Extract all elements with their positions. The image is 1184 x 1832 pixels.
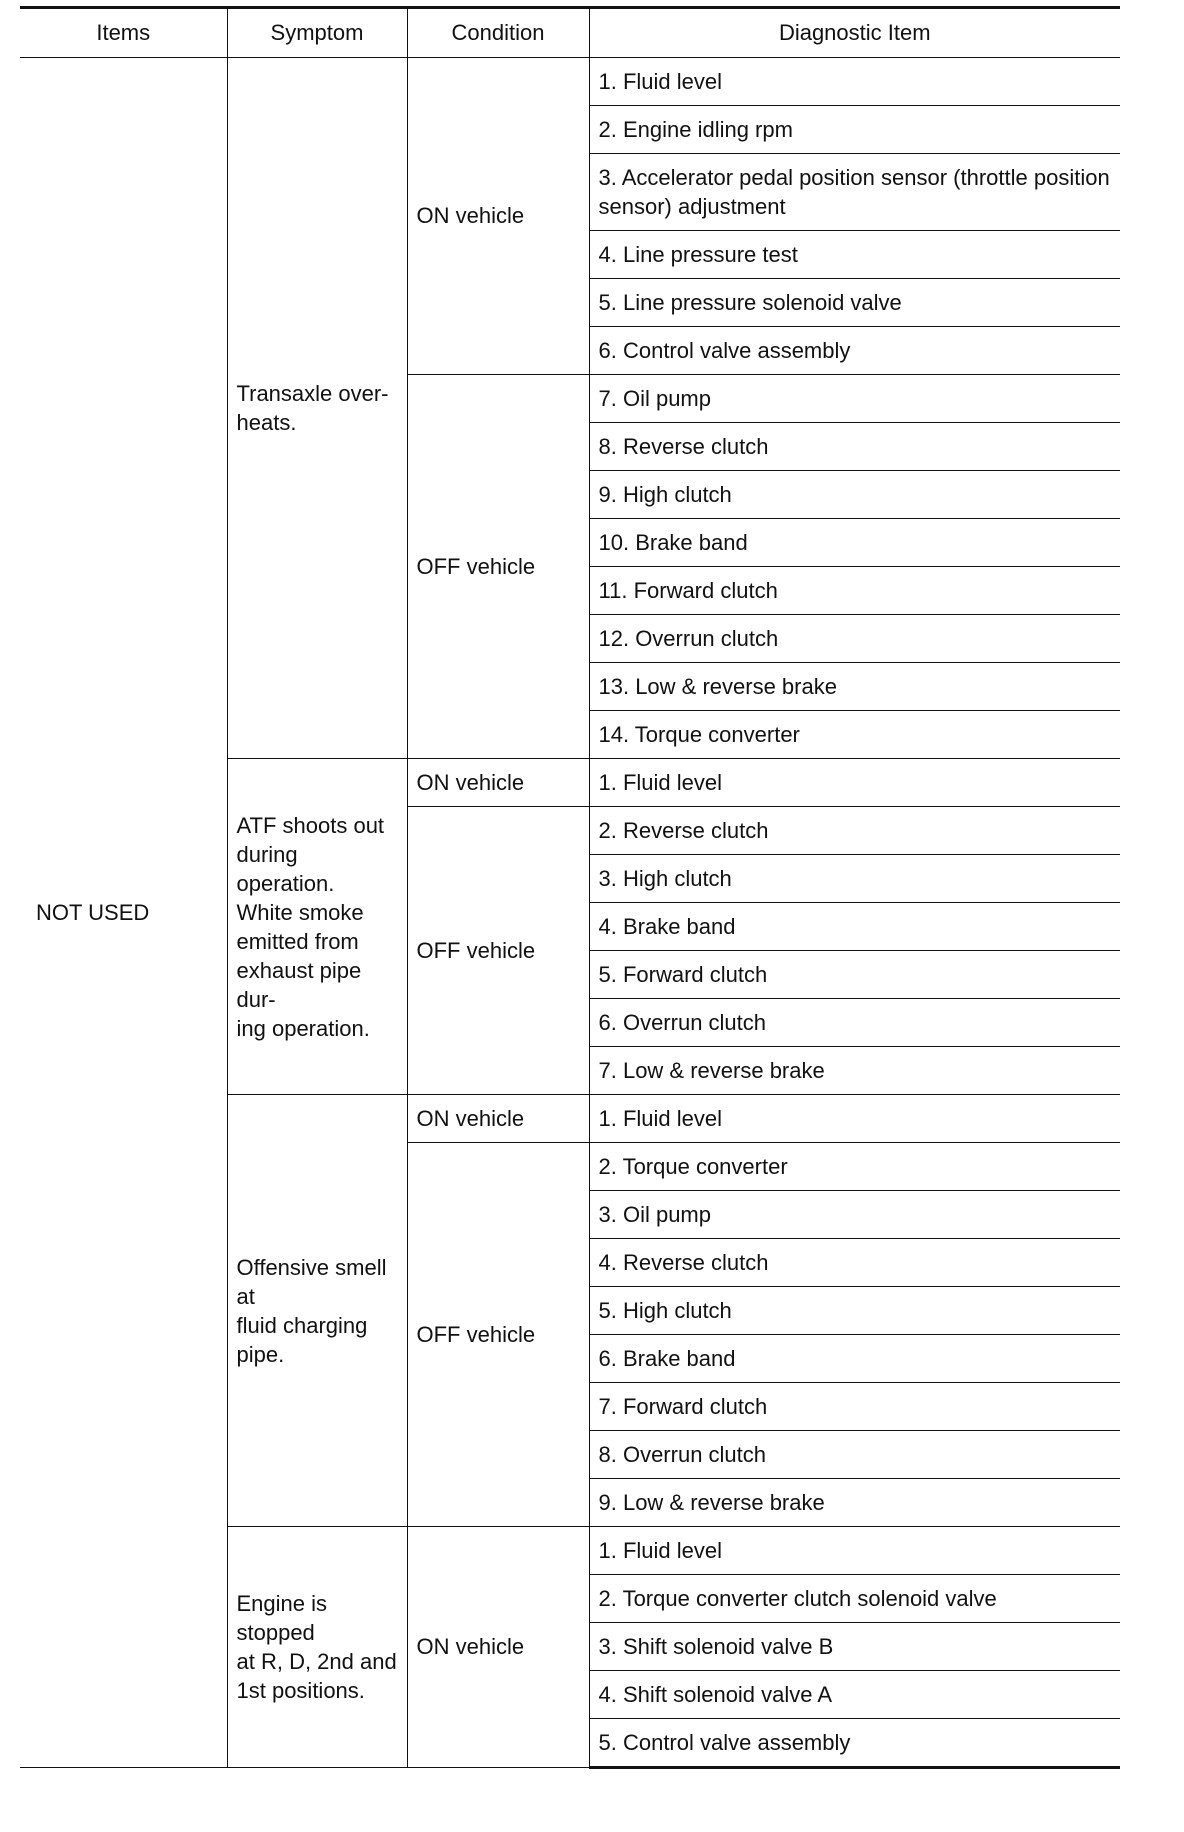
diagnostic-item-cell: 10. Brake band xyxy=(589,519,1120,567)
diagnostic-item-cell: 4. Brake band xyxy=(589,903,1120,951)
diagnostic-item-cell: 5. Control valve assembly xyxy=(589,1719,1120,1768)
condition-cell: OFF vehicle xyxy=(407,375,589,759)
symptom-cell: Engine is stopped at R, D, 2nd and 1st positions. xyxy=(227,1527,407,1768)
header-condition: Condition xyxy=(407,8,589,58)
header-items: Items xyxy=(20,8,227,58)
diagnostic-item-cell: 5. Forward clutch xyxy=(589,951,1120,999)
table-row xyxy=(20,58,1120,106)
diagnostic-item-cell: 3. Oil pump xyxy=(589,1191,1120,1239)
diagnostic-item-cell: 1. Fluid level xyxy=(589,58,1120,106)
header-diagnostic-item: Diagnostic Item xyxy=(589,8,1120,58)
condition-cell: OFF vehicle xyxy=(407,1143,589,1527)
header-symptom: Symptom xyxy=(227,8,407,58)
header-row xyxy=(20,8,1120,58)
diagnostic-item-cell: 9. High clutch xyxy=(589,471,1120,519)
diagnostic-item-cell: 1. Fluid level xyxy=(589,1527,1120,1575)
diagnostic-item-cell: 9. Low & reverse brake xyxy=(589,1479,1120,1527)
symptom-cell: Transaxle over- heats. xyxy=(227,58,407,759)
diagnostic-item-cell: 7. Oil pump xyxy=(589,375,1120,423)
item-cell: NOT USED xyxy=(20,58,227,1768)
table-body xyxy=(20,58,1120,1768)
diagnostic-item-cell: 3. Accelerator pedal position sensor (throttle position sensor) adjustment xyxy=(589,154,1120,231)
diagnostic-item-cell: 6. Overrun clutch xyxy=(589,999,1120,1047)
diagnostic-table xyxy=(20,6,1120,1769)
condition-cell: ON vehicle xyxy=(407,1527,589,1768)
diagnostic-item-cell: 7. Forward clutch xyxy=(589,1383,1120,1431)
diagnostic-item-cell: 4. Line pressure test xyxy=(589,231,1120,279)
condition-cell: ON vehicle xyxy=(407,1095,589,1143)
diagnostic-item-cell: 7. Low & reverse brake xyxy=(589,1047,1120,1095)
condition-cell: OFF vehicle xyxy=(407,807,589,1095)
diagnostic-item-cell: 2. Torque converter clutch solenoid valve xyxy=(589,1575,1120,1623)
diagnostic-item-cell: 14. Torque converter xyxy=(589,711,1120,759)
diagnostic-item-cell: 2. Torque converter xyxy=(589,1143,1120,1191)
diagnostic-item-cell: 11. Forward clutch xyxy=(589,567,1120,615)
diagnostic-item-cell: 3. Shift solenoid valve B xyxy=(589,1623,1120,1671)
diagnostic-item-cell: 2. Engine idling rpm xyxy=(589,106,1120,154)
diagnostic-item-cell: 4. Reverse clutch xyxy=(589,1239,1120,1287)
diagnostic-item-cell: 1. Fluid level xyxy=(589,1095,1120,1143)
diagnostic-item-cell: 12. Overrun clutch xyxy=(589,615,1120,663)
condition-cell: ON vehicle xyxy=(407,58,589,375)
diagnostic-item-cell: 1. Fluid level xyxy=(589,759,1120,807)
diagnostic-item-cell: 5. Line pressure solenoid valve xyxy=(589,279,1120,327)
condition-cell: ON vehicle xyxy=(407,759,589,807)
diagnostic-item-cell: 6. Brake band xyxy=(589,1335,1120,1383)
diagnostic-item-cell: 5. High clutch xyxy=(589,1287,1120,1335)
diagnostic-item-cell: 3. High clutch xyxy=(589,855,1120,903)
symptom-cell: ATF shoots out during operation. White smoke emitted from exhaust pipe dur- ing operation. xyxy=(227,759,407,1095)
diagnostic-item-cell: 8. Overrun clutch xyxy=(589,1431,1120,1479)
symptom-cell: Offensive smell at fluid charging pipe. xyxy=(227,1095,407,1527)
diagnostic-item-cell: 8. Reverse clutch xyxy=(589,423,1120,471)
diagnostic-item-cell: 6. Control valve assembly xyxy=(589,327,1120,375)
diagnostic-item-cell: 4. Shift solenoid valve A xyxy=(589,1671,1120,1719)
diagnostic-item-cell: 2. Reverse clutch xyxy=(589,807,1120,855)
diagnostic-item-cell: 13. Low & reverse brake xyxy=(589,663,1120,711)
